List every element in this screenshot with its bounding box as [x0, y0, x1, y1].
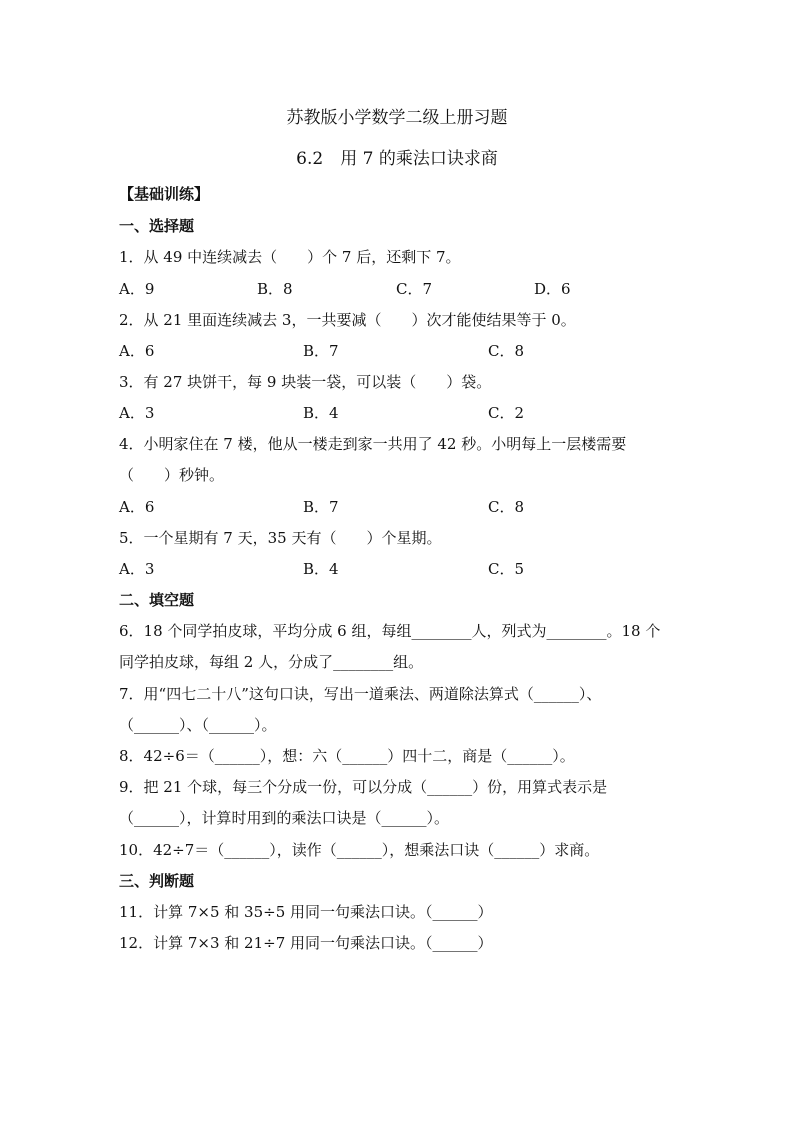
q4-option-b: B．7: [303, 498, 339, 516]
question-9: 9．把 21 个球，每三个分成一份，可以分成（______）份，用算式表示是: [119, 778, 608, 796]
section-judge-heading: 三、判断题: [119, 872, 195, 890]
section-fill-heading: 二、填空题: [119, 591, 195, 609]
page-subtitle: 6.2 用 7 的乘法口诀求商: [296, 149, 498, 169]
q3-option-c: C．2: [488, 404, 525, 422]
question-4-continued: （ ）秒钟。: [119, 466, 225, 484]
q2-option-a: A．6: [119, 342, 155, 360]
q1-option-c: C．7: [396, 280, 433, 298]
question-5: 5．一个星期有 7 天，35 天有（ ）个星期。: [119, 529, 442, 547]
question-3: 3．有 27 块饼干，每 9 块装一袋，可以装（ ）袋。: [119, 373, 492, 391]
question-8: 8．42÷6＝（______），想：六（______）四十二，商是（______）。: [119, 747, 575, 765]
question-7: 7．用“四七二十八”这句口诀，写出一道乘法、两道除法算式（______）、: [119, 685, 602, 703]
q2-option-c: C．8: [488, 342, 525, 360]
q5-option-a: A．3: [119, 560, 155, 578]
q3-option-a: A．3: [119, 404, 155, 422]
question-2: 2．从 21 里面连续减去 3，一共要减（ ）次才能使结果等于 0。: [119, 311, 576, 329]
q1-option-a: A．9: [119, 280, 155, 298]
question-6: 6．18 个同学拍皮球，平均分成 6 组，每组________人，列式为________。18 个: [119, 622, 661, 640]
question-10: 10．42÷7＝（______），读作（______），想乘法口诀（______）求商。: [119, 841, 600, 859]
q4-option-c: C．8: [488, 498, 525, 516]
q4-option-a: A．6: [119, 498, 155, 516]
question-11: 11．计算 7×5 和 35÷5 用同一句乘法口诀。（______）: [119, 903, 493, 921]
q3-option-b: B．4: [303, 404, 339, 422]
question-4: 4．小明家住在 7 楼，他从一楼走到家一共用了 42 秒。小明每上一层楼需要: [119, 435, 627, 453]
question-1: 1．从 49 中连续减去（ ）个 7 后，还剩下 7。: [119, 248, 461, 266]
section-choice-heading: 一、选择题: [119, 217, 195, 235]
question-12: 12．计算 7×3 和 21÷7 用同一句乘法口诀。（______）: [119, 934, 493, 952]
question-7-continued: （______）、（______）。: [119, 716, 277, 734]
q1-option-b: B．8: [257, 280, 293, 298]
page-title: 苏教版小学数学二级上册习题: [286, 108, 508, 128]
q2-option-b: B．7: [303, 342, 339, 360]
q1-option-d: D．6: [534, 280, 571, 298]
q5-option-b: B．4: [303, 560, 339, 578]
question-9-continued: （______），计算时用到的乘法口诀是（______）。: [119, 809, 450, 827]
question-6-continued: 同学拍皮球，每组 2 人，分成了________组。: [119, 653, 424, 671]
section-training-label: 【基础训练】: [119, 185, 210, 203]
q5-option-c: C．5: [488, 560, 525, 578]
